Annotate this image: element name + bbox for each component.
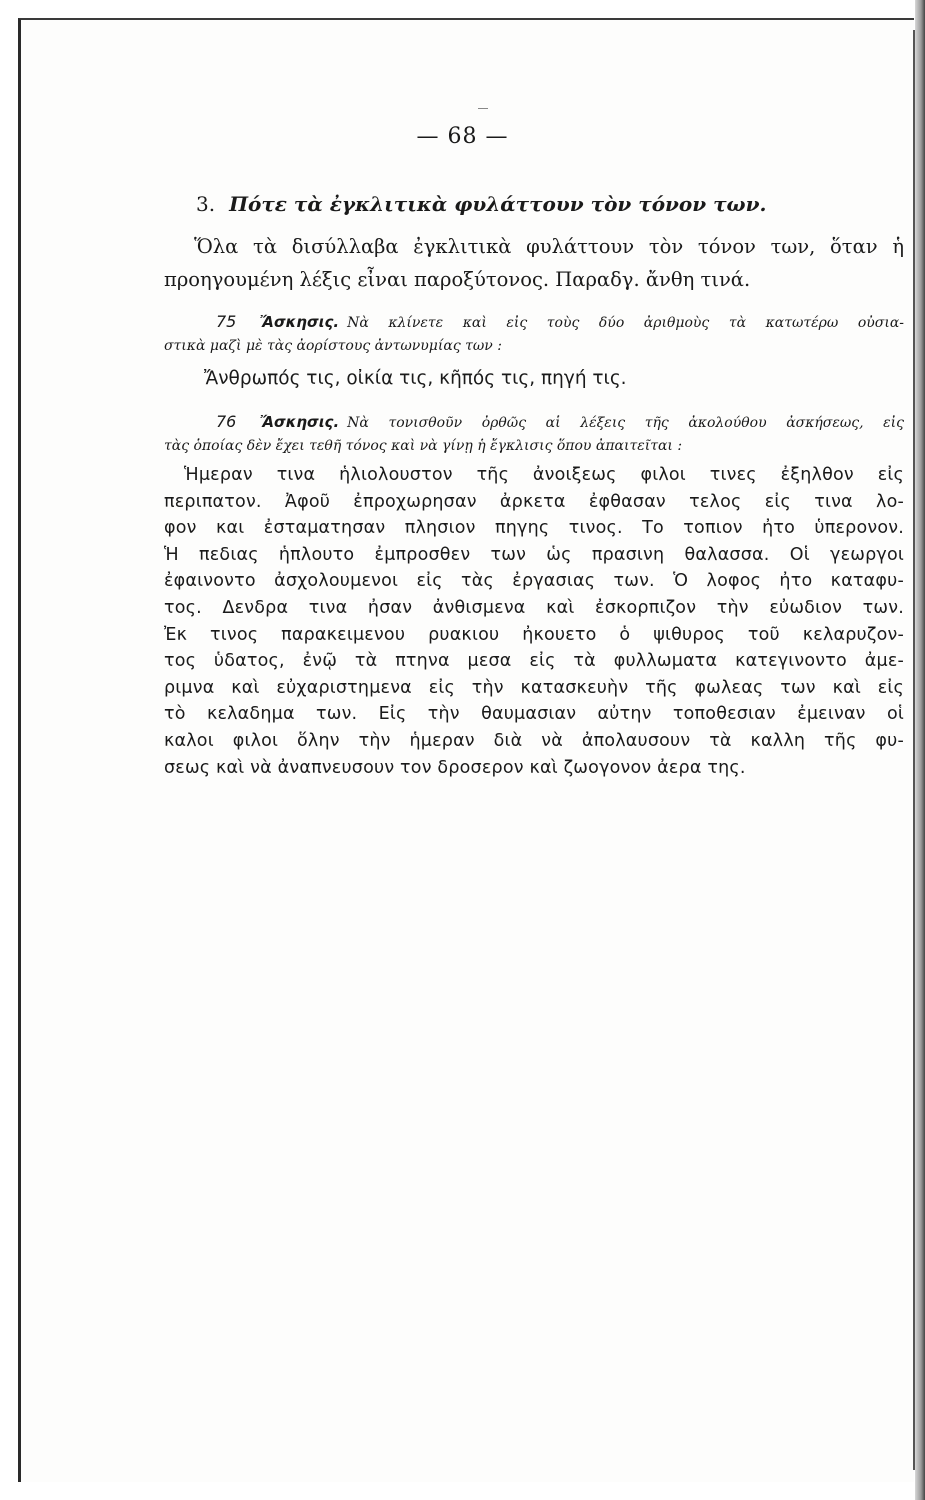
- exercise-75-instruction-1: Νὰ κλίνετε καὶ εἰς τοὺς δύο ἀριθμοὺς τὰ κατωτέρω οὐσια-: [347, 315, 904, 331]
- scan-edge: [915, 0, 925, 1500]
- passage-line: τος. Δενδρα τινα ἠσαν ἀνθισμενα καὶ ἐσκορπιζον τὴν εὐωδιον των.: [164, 597, 904, 618]
- exercise-75-heading: [164, 310, 904, 358]
- passage-line: Ἡμεραν τινα ἡλιολουστον τῆς ἀνοιξεως φιλοι τινες ἐξηλθον εἰς: [184, 465, 904, 485]
- passage-line: ἐφαινοντο ἀσχολουμενοι εἰς τὰς ἐργασιας των. Ὁ λοφος ἠτο καταφυ-: [164, 571, 904, 592]
- section-heading: [196, 192, 836, 216]
- exercise-76-heading: [164, 410, 904, 458]
- exercise-76-passage: [164, 462, 904, 781]
- passage-line: Ἐκ τινος παρακειμενου ρυακιου ἠκουετο ὁ ψιθυρος τοῦ κελαρυζον-: [164, 624, 904, 645]
- passage-line: τὸ κελαδημα των. Εἰς τὴν θαυμασιαν αὐτην τοποθεσιαν ἐμειναν οἱ: [164, 704, 904, 725]
- exercise-76-instruction-2: τὰς ὁποίας δὲν ἔχει τεθῆ τόνος καὶ νὰ γίνῃ ἡ ἔγκλισις ὅπου ἀπαιτεῖται :: [164, 438, 683, 454]
- page-number: — 68 —: [416, 124, 509, 149]
- exercise-75-text: Ἄνθρωπός τις, οἰκία τις, κῆπός τις, πηγή τις.: [204, 368, 627, 389]
- exercise-75-number: 75: [216, 312, 237, 331]
- scan-mark: [478, 108, 488, 109]
- scan-edge-line: [913, 30, 915, 1470]
- section-title: Πότε τὰ ἐγκλιτικὰ φυλάττουν τὸν τόνον των.: [229, 192, 767, 216]
- exercise-75-instruction-2: στικὰ μαζὶ μὲ τὰς ἀορίστους ἀντωνυμίας των :: [164, 338, 502, 354]
- passage-line: καλοι φιλοι ὅλην τὴν ἡμεραν διὰ νὰ ἀπολαυσουν τὰ καλλη τῆς φυ-: [164, 730, 904, 751]
- exercise-76-label: Ἄσκησις.: [259, 413, 340, 431]
- exercise-76-instruction-1: Νὰ τονισθοῦν ὀρθῶς αἱ λέξεις τῆς ἀκολούθου ἀσκήσεως, εἰς: [347, 415, 905, 431]
- passage-line: Ἡ πεδιας ἡπλουτο ἐμπροσθεν των ὡς πρασινη θαλασσα. Οἱ γεωργοι: [164, 544, 904, 565]
- passage-line: ριμνα καὶ εὐχαριστημενα εἰς τὴν κατασκευὴν τῆς φωλεας των καὶ εἰς: [164, 677, 904, 698]
- section-number: 3.: [196, 192, 216, 216]
- passage-line: φον και ἐσταματησαν πλησιον πηγης τινος. Το τοπιον ἠτο ὑπερονον.: [164, 518, 904, 539]
- passage-line: περιπατον. Ἀφοῦ ἐπροχωρησαν ἀρκετα ἐφθασαν τελος εἰς τινα λο-: [164, 491, 904, 512]
- rule-paragraph: [164, 230, 904, 296]
- exercise-76-number: 76: [216, 412, 237, 431]
- passage-line: σεως καὶ νὰ ἀναπνευσουν τον δροσερον καὶ ζωογονον ἀερα της.: [164, 757, 746, 778]
- exercise-75-label: Ἄσκησις.: [259, 313, 340, 331]
- rule-line-1: Ὅλα τὰ δισύλλαβα ἐγκλιτικὰ φυλάττουν τὸν τόνον των, ὅταν ἡ: [194, 235, 904, 258]
- rule-line-2: προηγουμένη λέξις εἶναι παροξύτονος. Παραδγ. ἄνθη τινά.: [164, 268, 751, 291]
- passage-line: τος ὑδατος, ἐνῷ τὰ πτηνα μεσα εἰς τὰ φυλλωματα κατεγινοντο ἀμε-: [164, 651, 904, 672]
